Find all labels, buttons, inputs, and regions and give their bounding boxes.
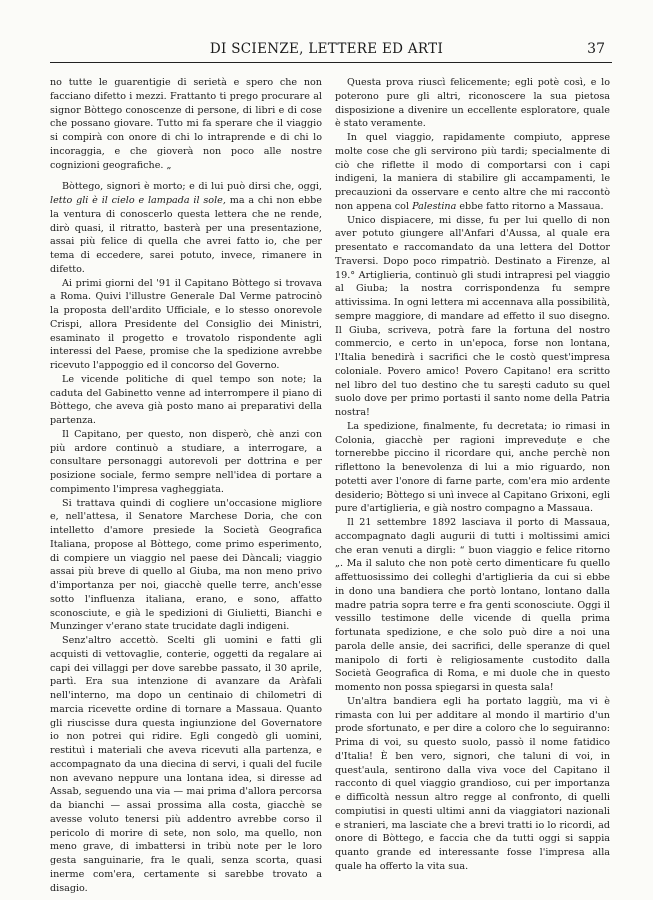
- text-run: In quel viaggio, rapidamente compiuto, apprese molte cose che gli servirono più tardi; specialmente di ciò che riflette il modo di comportarsi con i capi indigeni, la maniera di stabilire gli accampamenti, le precauzioni da osservare e cento altre che mi raccontò non appena col: [335, 132, 610, 212]
- paragraph: Ai primi giorni del '91 il Capitano Bòttego si trovava a Roma. Quivi l'illustre Generale Dal Verme patrocinò la proposta dell'ardito Ufficiale, e lo stesso onorevole Crispi, allora Presidente del Consiglio dei Ministri, esaminato il progetto e trovatolo rispondente agli interessi del Paese, promise che la spedizione avrebbe ricevuto l'appoggio ed il concorso del Governo.: [50, 277, 322, 371]
- paragraph: Le vicende politiche di quel tempo son note; la caduta del Gabinetto venne ad interrompere il piano di Bòttego, che aveva già posto mano ai preparativi della partenza.: [50, 373, 322, 426]
- text-run: ebbe fatto ritorno a Massaua.: [456, 200, 604, 212]
- paragraph: [50, 180, 322, 276]
- left-column: [50, 76, 322, 894]
- paragraph: Il Capitano, per questo, non disperò, chè anzi con più ardore continuò a studiare, a interrogare, a consultare personaggi autorevoli per dottrina e per posizione sociale, fermo sempre nell'idea di portare a compimento l'impresa vagheggiata.: [50, 428, 322, 495]
- text-run: ma a chi non ebbe la ventura di conoscerlo questa lettera che ne rende, dirò quasi, il ritratto, basterà per una presentazione, assai più felice di quella che avrei fatto io, che per tema di eccedere, sarei potuto, invece, rimanere in difetto.: [50, 195, 322, 275]
- italic-quote: letto gli è il cielo e lampada il sole,: [50, 195, 226, 206]
- paragraph: [335, 131, 610, 214]
- page-number: 37: [587, 41, 605, 57]
- header-title: DI SCIENZE, LETTERE ED ARTI: [209, 41, 444, 57]
- paragraph: Unico dispiacere, mi disse, fu per lui quello di non aver potuto giungere all'Anfari d'Aussa, al quale era presentato e raccomandato da una lettera del Dottor Traversi. Dopo poco rimpatriò. Destinato a Firenze, al 19.° Artiglieria, continuò gli studi intrapresi pel viaggio al Giuba; la nostra corrispondenza fu sempre attivissima. In ogni lettera mi accennava alla possibilità, sempre maggiore, di mandare ad effetto il suo disegno. Il Giuba, scriveva, potrà fare la fortuna del nostro commercio, e certo in un'epoca, forse non lontana, l'Italia benedirà i sacrifici che le costò quest'impresa coloniale. Povero amico! Povero Capitano! era scritto nel libro del tuo destino che tu sarești caduto su quel suolo dove per primo portasti il santo nome della Patria nostra!: [335, 214, 610, 418]
- italic-ship-name: Palestina: [412, 200, 457, 212]
- paragraph: La spedizione, finalmente, fu decretata; io rimasi in Colonia, giacchè per ragioni impreveduțe e che tornerebbe piccino il ricordare qui, anche perchè non riflettono la benevolenza di lui a mio riguardo, non potetti aver l'onore di farne parte, com'era mio ardente desiderio; Bòttego si unì invece al Capitano Grixoni, egli pure d'artiglieria, e già nostro compagno a Massaua.: [335, 420, 610, 515]
- header-rule: [50, 62, 612, 63]
- paragraph: Si trattava quindi di cogliere un'occasione migliore e, nell'attesa, il Senatore Marchese Doria, che con intelletto d'amore presiede la Società Geografica Italiana, propose al Bòttego, come primo esperimento, di compiere un viaggio nel paese dei Dàncali; viaggio assai più breve di quello al Giuba, ma non meno privo d'importanza per noi, giacchè quelle terre, anch'esse sotto l'influenza italiana, erano, e sono, affatto sconosciute, e già le spedizioni di Giulietti, Bianchi e Munzinger v'erano state trucidate dagli indigeni.: [50, 497, 322, 633]
- paragraph: no tutte le guarentigie di serietà e spero che non facciano difetto i mezzi. Frattanto ti prego procurare al signor Bòttego conoscenze di persone, di libri e di cose che possano giovare. Tutto mi fa sperare che il viaggio si compirà con onore di chi lo intraprende e di chi lo incoraggia, e che gioverà non poco alle nostre cognizioni geografiche. „: [50, 77, 322, 171]
- text-run: Bòttego, signori è morto; e di lui può dirsi che, oggi,: [62, 181, 322, 193]
- paragraph: Questa prova riuscì felicemente; egli potè così, e lo poterono pure gli altri, riconoscere la sua pietosa disposizione a divenire un eccellente esploratore, quale è stato veramente.: [335, 77, 610, 130]
- paragraph: Un'altra bandiera egli ha portato laggiù, ma vi è rimasta con lui per additare al mondo il martirio d'un prode sfortunato, e per dire a coloro che lo seguiranno: Prima di voi, su questo suolo, passò il nome fatidico d'Italia! È ben vero, signori, che taluni di voi, in quest'aula, sentirono dalla viva voce del Capitano il racconto di quel viaggio grandioso, cui per importanza e difficoltà nessun altro regge al confronto, di quelli compiutisi in questi ultimi anni da viaggiatori nazionali e stranieri, ma lasciate che a brevi tratti io lo ricordi, ad onore di Bòttego, e faccia che da tutti oggi si sappia quanto grande ed interessante fosse l'impresa alla quale ha offerto la vita sua.: [335, 695, 610, 872]
- paragraph: Il 21 settembre 1892 lasciava il porto di Massaua, accompagnato dagli augurii di tutti i moltissimi amici che eran venuti a dirgli: “ buon viaggio e felice ritorno „. Ma il saluto che non potè certo dimenticare fu quello affettuosissimo dei colleghi d'artiglieria da cui si ebbe in dono una bandiera che portò lontano, lontano dalla madre patria sopra terre e fra genti sconosciute. Oggi il vessillo testimone delle vicende di quella prima fortunata spedizione, e che solo può dire a noi una parola delle ansie, dei sacrifici, delle speranze di quel manipolo di forti è religiosamente custodito dalla Società Geografica di Roma, e mi duole che in questo momento non possa spiegarsi in questa sala!: [335, 517, 610, 693]
- paragraph: Senz'altro accettò. Scelti gli uomini e fatti gli acquisti di vettovaglie, conterie, oggetti da regalare ai capi dei villaggi per dove sarebbe passato, il 30 aprile, partì. Era sua intenzione di avanzare da Aràfali nell'interno, ma dopo un centinaio di chilometri di marcia ricevette ordine di tornare a Massaua. Quanto gli riuscisse dura questa ingiunzione del Governatore io non potrei qui ridire. Egli congedò gli uomini, restituì i materiali che aveva ricevuti alla partenza, e accompagnato da una diecina di servi, i quali del fucile non avevano neppure una lontana idea, si diresse ad Assab, seguendo una via — mai prima d'allora percorsa da bianchi — assai prossima alla costa, giacchè se avesse voluto tenersi più addentro avrebbe corso il pericolo di morire di sete, non solo, ma quello, non meno grave, di imbattersi in tribù note per le loro gesta sanguinarie, fra le quali, senza scorta, quasi inerme com'era, certamente si sarebbe trovato a disagio.: [50, 635, 322, 894]
- right-column: [335, 76, 610, 882]
